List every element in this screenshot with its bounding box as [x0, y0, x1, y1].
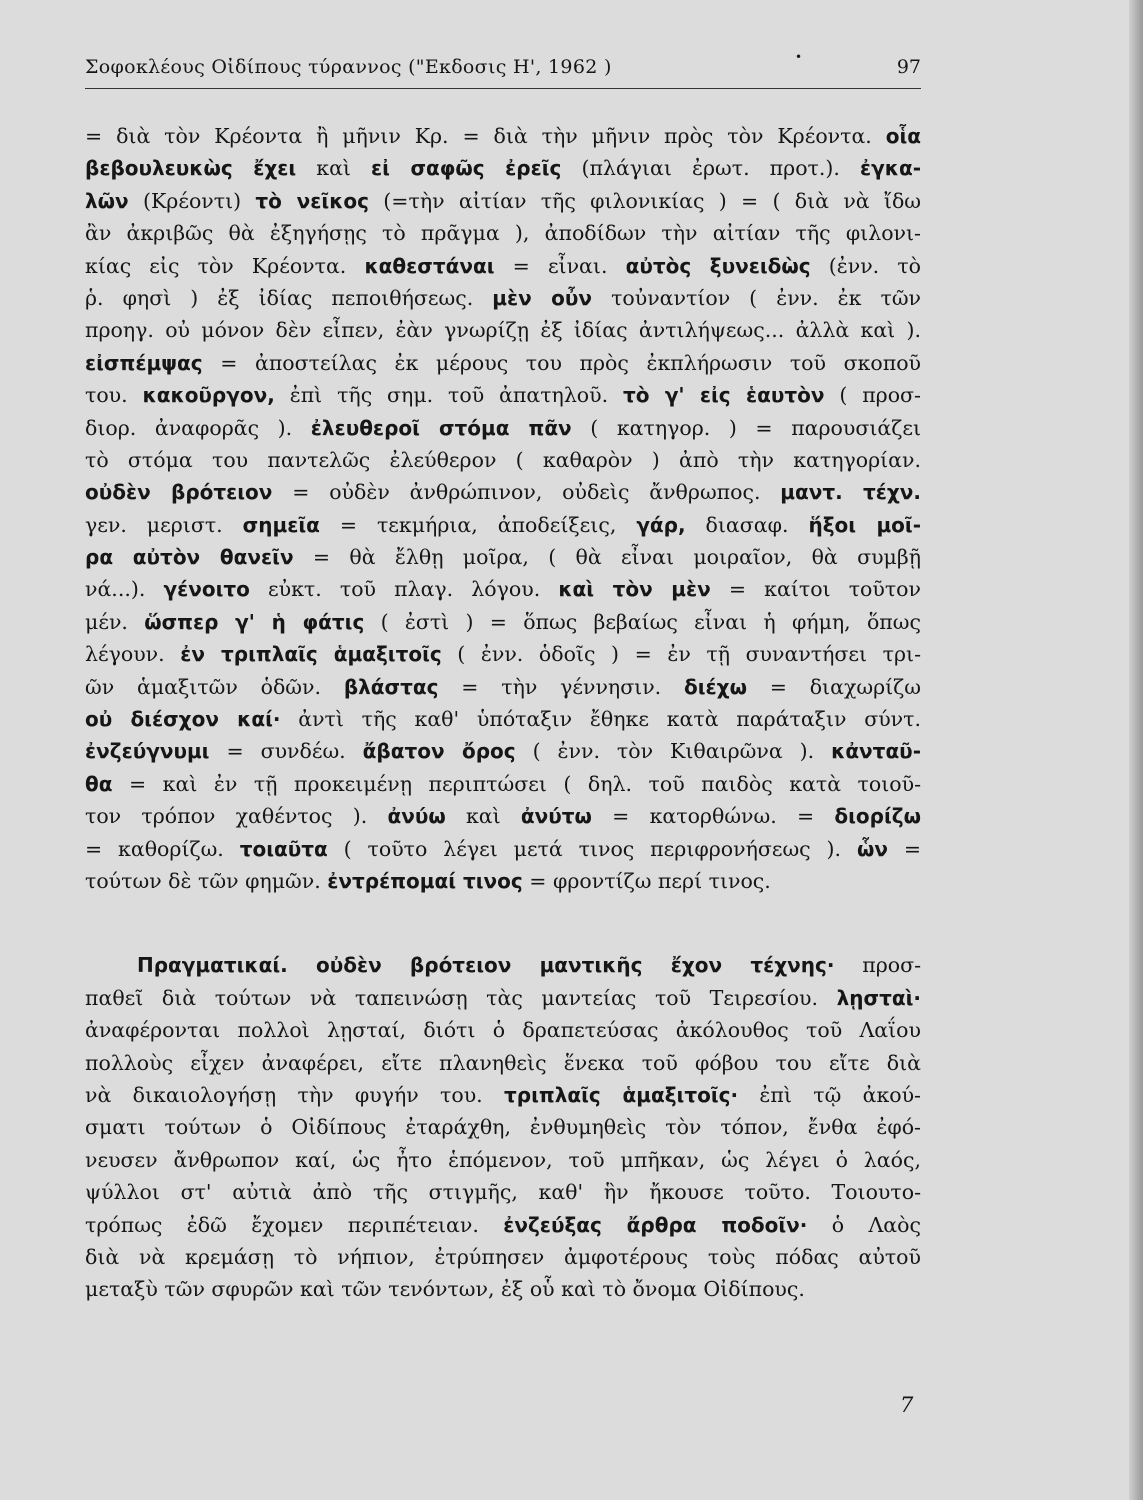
gloss-text: νευσεν ἄνθρωπον καί, ὡς ἦτο ἑπόμενον, τοῦ μπῆκαν, ὡς λέγει ὁ λαός, — [85, 1147, 921, 1172]
gloss-text: = τεκμήρια, ἀποδείξεις, — [319, 512, 637, 537]
gloss-text: (Κρέοντι) — [128, 188, 256, 213]
bold-lemma: ἄβατον ὄρος — [362, 739, 516, 764]
gloss-text: ἐπὶ τῷ ἀκού- — [738, 1082, 921, 1107]
text-line — [85, 1241, 921, 1273]
text-line — [85, 1144, 921, 1176]
gloss-text: τούτων δὲ τῶν φημῶν. — [85, 868, 328, 893]
text-line — [85, 1273, 921, 1305]
bold-lemma: τριπλαῖς ἁμαξιτοῖς· — [504, 1082, 739, 1107]
bold-lemma: λῶν — [85, 188, 129, 213]
bold-lemma: ἐντρέπομαί τινος — [327, 868, 523, 893]
bold-lemma: αὐτὸς ξυνειδὼς — [625, 253, 811, 278]
gloss-text: παθεῖ διὰ τούτων νὰ ταπεινώσῃ τὰς μαντείας τοῦ Τειρεσίου. — [85, 985, 837, 1010]
bold-lemma: θα — [85, 771, 113, 796]
gloss-text: γεν. μεριστ. — [85, 512, 243, 537]
gloss-text: τοὐναντίον ( ἐνν. ἐκ τῶν — [592, 285, 921, 310]
text-line — [85, 509, 921, 541]
bold-lemma: ἀνύτω — [520, 804, 592, 829]
bold-lemma: διορίζω — [834, 804, 921, 829]
bold-lemma: ἐγκα- — [859, 156, 921, 181]
gloss-text: ὁ Λαὸς — [807, 1212, 921, 1237]
bold-lemma: γάρ, — [636, 512, 686, 537]
gloss-text: ἀναφέρονται πολλοὶ λῃσταί, διότι ὁ δραπετεύσας ἀκόλουθος τοῦ Λαΐου — [85, 1018, 921, 1043]
text-line — [85, 638, 921, 670]
gloss-text: λέγουν. — [85, 642, 181, 667]
text-line — [85, 314, 921, 346]
gloss-text: του. — [85, 383, 143, 408]
text-line — [85, 476, 921, 508]
text-line — [85, 982, 921, 1014]
text-line — [85, 541, 921, 573]
gloss-text: = τὴν γέννησιν. — [438, 674, 684, 699]
bold-lemma: οὐδὲν βρότειον — [85, 480, 273, 505]
gloss-text: ἐπὶ τῆς σημ. τοῦ ἀπατηλοῦ. — [274, 383, 623, 408]
gloss-text: πολλοὺς εἶχεν ἀναφέρει, εἴτε πλανηθεὶς ἕνεκα τοῦ φόβου του εἴτε διὰ — [85, 1050, 921, 1075]
gloss-text: μέν. — [85, 609, 145, 634]
gloss-text: ( ἐνν. τὸν Κιθαιρῶνα ). — [515, 739, 832, 764]
bold-lemma: εἰ σαφῶς ἐρεῖς — [371, 156, 562, 181]
gloss-text: νὰ δικαιολογήσῃ τὴν φυγήν του. — [85, 1082, 505, 1107]
bold-lemma: καὶ τὸν μὲν — [558, 577, 711, 602]
gloss-text: ( κατηγορ. ) = παρουσιάζει — [571, 415, 922, 440]
gloss-text: = διαχωρίζω — [746, 674, 921, 699]
text-line — [85, 444, 921, 476]
gloss-text: σματι τούτων ὁ Οἰδίπους ἐταράχθη, ἐνθυμηθεὶς τὸν τόπον, ἔνθα ἐφό- — [85, 1115, 921, 1140]
bold-lemma: διέχω — [684, 674, 747, 699]
gloss-text: μεταξὺ τῶν σφυρῶν καὶ τῶν τενόντων, ἐξ οὗ καὶ τὸ ὄνομα Οἰδίπους. — [85, 1277, 805, 1302]
commentary-text — [85, 120, 921, 1306]
text-line — [85, 865, 921, 897]
text-line — [85, 1209, 921, 1241]
gloss-text: (=τὴν αἰτίαν τῆς φιλονικίας ) = ( διὰ νὰ ἴδω — [369, 188, 922, 213]
bold-lemma: ἐν τριπλαῖς ἁμαξιτοῖς — [180, 642, 442, 667]
page-number: 97 — [896, 56, 921, 78]
gloss-text: εὐκτ. τοῦ πλαγ. λόγου. — [249, 577, 559, 602]
gloss-text: = καίτοι τοῦτον — [710, 577, 921, 602]
text-line — [85, 768, 921, 800]
text-line — [85, 379, 921, 411]
gloss-text: προσ- — [834, 953, 922, 978]
text-line — [85, 347, 921, 379]
running-title: Σοφοκλέους Οἰδίπους τύραννος ("Εκδοσις Η', 1962 ) — [85, 56, 612, 78]
bold-lemma: τὸ γ' εἰς ἑαυτὸν — [623, 383, 825, 408]
gloss-text: τον τρόπον χαθέντος ). — [85, 804, 388, 829]
text-line — [85, 1014, 921, 1046]
text-line — [85, 606, 921, 638]
gloss-text: ψύλλοι στ' αὐτιὰ ἀπὸ τῆς στιγμῆς, καθ' ἣν ἤκουσε τοῦτο. Τοιουτο- — [85, 1180, 921, 1205]
page-edge-shadow — [1129, 0, 1143, 1500]
gloss-text: = — [887, 836, 922, 861]
text-line — [85, 152, 921, 184]
gloss-text: τρόπως ἐδῶ ἔχομεν περιπέτειαν. — [85, 1212, 504, 1237]
text-line — [85, 573, 921, 605]
text-line — [85, 671, 921, 703]
gloss-text: ( ἐνν. ὁδοῖς ) = ἐν τῇ συναντήσει τρι- — [441, 642, 921, 667]
paragraph-gap — [85, 897, 921, 949]
bold-lemma: σημεῖα — [242, 512, 320, 537]
text-line — [85, 1047, 921, 1079]
running-header — [85, 52, 921, 89]
header-dot-mark: • — [795, 50, 803, 64]
printer-signature-mark: 7 — [900, 1393, 914, 1417]
text-line — [85, 703, 921, 735]
gloss-text: = εἶναι. — [494, 253, 626, 278]
bold-lemma: ὥσπερ γ' ἡ φάτις — [144, 609, 365, 634]
text-line — [85, 120, 921, 152]
bold-lemma: Πραγματικαί. οὐδὲν βρότειον μαντικῆς ἔχον τέχνης· — [137, 953, 835, 978]
bold-lemma: βλάστας — [343, 674, 439, 699]
paragraph-glossary — [85, 120, 921, 897]
gloss-text: = ἀποστείλας ἐκ μέρους του πρὸς ἐκπλήρωσιν τοῦ σκοποῦ — [202, 350, 921, 375]
gloss-text: τὸ στόμα του παντελῶς ἐλεύθερον ( καθαρὸν ) ἀπὸ τὴν κατηγορίαν. — [85, 447, 921, 472]
bold-lemma: ἐλευθεροῖ στόμα πᾶν — [310, 415, 572, 440]
text-line — [85, 217, 921, 249]
text-line — [85, 412, 921, 444]
gloss-text: προηγ. οὐ μόνον δὲν εἶπεν, ἐὰν γνωρίζῃ ἐξ ἰδίας ἀντιλήψεως... ἀλλὰ καὶ ). — [85, 318, 921, 343]
bold-lemma: ὧν — [856, 836, 888, 861]
gloss-text: = κατορθώνω. = — [591, 804, 835, 829]
bold-lemma: βεβουλευκὼς ἔχει — [85, 156, 297, 181]
gloss-text: = καὶ ἐν τῇ προκειμένῃ περιπτώσει ( δηλ. τοῦ παιδὸς κατὰ τοιοῦ- — [112, 771, 921, 796]
gloss-text: διασαφ. — [685, 512, 809, 537]
gloss-text: (ἐνν. τὸ — [810, 253, 921, 278]
text-line — [85, 185, 921, 217]
bold-lemma: τοιαῦτα — [239, 836, 328, 861]
bold-lemma: λῃσταὶ· — [836, 985, 921, 1010]
paragraph-factual-notes — [85, 949, 921, 1305]
gloss-text: διὰ νὰ κρεμάσῃ τὸ νήπιον, ἐτρύπησεν ἀμφοτέρους τοὺς πόδας αὐτοῦ — [85, 1244, 921, 1269]
gloss-text: διορ. ἀναφορᾶς ). — [85, 415, 311, 440]
gloss-text: = οὐδὲν ἀνθρώπινον, οὐδεὶς ἄνθρωπος. — [272, 480, 781, 505]
gloss-text: καὶ — [296, 156, 372, 181]
bold-lemma: ἐνζεύγνυμι — [85, 739, 210, 764]
text-line — [85, 800, 921, 832]
gloss-text: κίας εἰς τὸν Κρέοντα. — [85, 253, 365, 278]
gloss-text: = διὰ τὸν Κρέοντα ἢ μῆνιν Κρ. = διὰ τὴν μῆνιν πρὸς τὸν Κρέοντα. — [85, 124, 886, 148]
text-line — [85, 1176, 921, 1208]
text-line — [85, 735, 921, 767]
bold-lemma: ἐνζεύξας ἄρθρα ποδοῖν· — [503, 1212, 808, 1237]
bold-lemma: μαντ. τέχν. — [780, 480, 921, 505]
gloss-text: ( τοῦτο λέγει μετά τινος περιφρονήσεως ). — [327, 836, 857, 861]
gloss-text: = καθορίζω. — [85, 836, 240, 861]
gloss-text: ἀντὶ τῆς καθ' ὑπόταξιν ἔθηκε κατὰ παράταξιν σύντ. — [280, 707, 921, 732]
bold-lemma: κἀνταῦ- — [831, 739, 921, 764]
gloss-text: ἂν ἀκριβῶς θὰ ἐξηγήσῃς τὸ πρᾶγμα ), ἀποδίδων τὴν αἰτίαν τῆς φιλονι- — [85, 221, 921, 246]
text-line — [85, 1079, 921, 1111]
gloss-text: ῥ. φησὶ ) ἐξ ἰδίας πεποιθήσεως. — [85, 285, 493, 310]
text-line — [85, 282, 921, 314]
gloss-text: (πλάγιαι ἐρωτ. προτ.). — [561, 156, 860, 181]
gloss-text: = συνδέω. — [209, 739, 363, 764]
bold-lemma: τὸ νεῖκος — [255, 188, 370, 213]
text-line — [85, 833, 921, 865]
text-line — [85, 1111, 921, 1143]
bold-lemma: μὲν οὖν — [492, 285, 593, 310]
bold-lemma: ἥξοι μοῖ- — [808, 512, 921, 537]
gloss-text: καὶ — [445, 804, 521, 829]
bold-lemma: ἀνύω — [387, 804, 446, 829]
gloss-text: ( ἐστὶ ) = ὅπως βεβαίως εἶναι ἡ φήμη, ὅπως — [364, 609, 921, 634]
gloss-text: νά...). — [85, 577, 164, 602]
gloss-text: ( προσ- — [824, 383, 921, 408]
text-line — [85, 949, 921, 981]
bold-lemma: κακοῦργον, — [142, 383, 275, 408]
bold-lemma: ρα αὐτὸν θανεῖν — [85, 545, 294, 570]
text-line — [85, 250, 921, 282]
bold-lemma: καθεστάναι — [364, 253, 495, 278]
gloss-text: ῶν ἁμαξιτῶν ὁδῶν. — [85, 674, 344, 699]
bold-lemma: οἷα — [885, 124, 921, 148]
bold-lemma: εἰσπέμψας — [85, 350, 203, 375]
gloss-text: = θὰ ἔλθῃ μοῖρα, ( θὰ εἶναι μοιραῖον, θὰ συμβῇ — [293, 545, 921, 570]
bold-lemma: γένοιτο — [163, 577, 250, 602]
bold-lemma: οὐ διέσχον καί· — [85, 707, 281, 732]
gloss-text: = φροντίζω περί τινος. — [522, 868, 771, 893]
